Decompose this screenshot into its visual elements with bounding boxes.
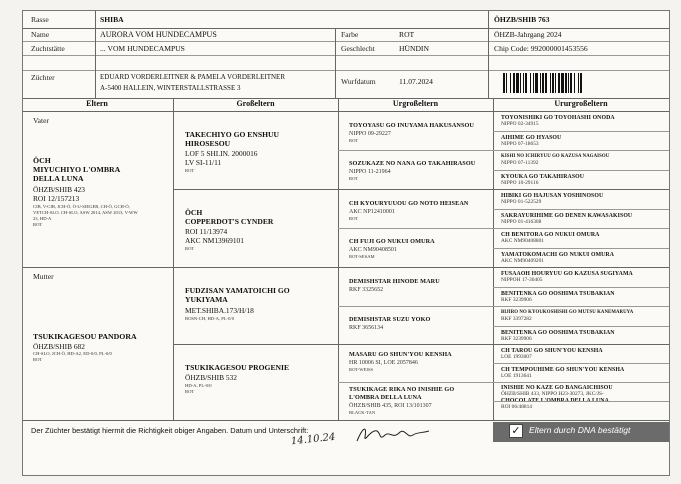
granddam-2-titles: HD-A, PL-0/0	[185, 383, 212, 388]
granddam-2-name: TSUKIKAGESOU PROGENIE	[185, 363, 290, 372]
mutter-titles: CH-SLO, JCH-Ö, HD-A2, ED-0/0, PL-0/0	[33, 351, 112, 356]
urgross-1-name: TOYOYASU GO INUYAMA HAKUSANSOU	[349, 122, 474, 129]
ururgross-11-reg: RKF 3397282	[501, 316, 532, 322]
urgross-5-name: DEMISHSTAR HINODE MARU	[349, 278, 440, 285]
grandsire-1-name-2: HIROSESOU	[185, 139, 231, 148]
divider	[493, 98, 494, 420]
vater-title: ÖCH	[33, 156, 51, 165]
ururgross-15-reg1: ÖHZB/SHIB 433, NIPPO H23-30273, JKC/JS-	[501, 391, 604, 397]
geschlecht-value: HÜNDIN	[399, 44, 429, 53]
ururgross-12-reg: RKF 3239906	[501, 335, 532, 342]
granddam-1-name: COPPERDOT'S CYNDER	[185, 217, 274, 226]
zuechter-label: Züchter	[31, 73, 55, 82]
name-label: Name	[31, 30, 50, 39]
ururgross-12-name: BENITENKA GO OOSHIMA TSUBAKIAN	[501, 329, 615, 336]
divider	[173, 344, 669, 345]
dna-confirmation: Eltern durch DNA bestätigt	[529, 425, 631, 435]
urgross-3-reg: AKC NP12410001	[349, 209, 395, 215]
ururgross-3-name: KISHI NO ICHIRYUU GO KAZUSA NAGAISOU	[501, 154, 610, 159]
divider	[173, 98, 174, 420]
handwritten-date: 14.10.24	[290, 431, 336, 448]
urgross-5-reg: RKF 3325652	[349, 287, 384, 293]
urgross-3-note: ROT	[349, 216, 359, 221]
col-urgrosseltern: Urgroßeltern	[392, 99, 439, 108]
divider	[23, 70, 669, 71]
wurfdatum-value: 11.07.2024	[399, 77, 433, 86]
jahrgang: ÖHZB-Jahrgang 2024	[494, 30, 562, 39]
granddam-2-reg: ÖHZB/SHIB 532	[185, 373, 237, 382]
ururgross-14-reg: LOE 1913641	[501, 373, 532, 379]
zuechter-line2: A-5400 HALLEIN, WINTERSTALLSTRASSE 3	[100, 84, 241, 92]
farbe-label: Farbe	[341, 30, 359, 39]
urgross-7-name: MASARU GO SHUN'YOU KENSHA	[349, 351, 452, 358]
zuchtstaette-label: Zuchtstätte	[31, 44, 65, 53]
ururgross-1-reg: NIPPO 02-34915	[501, 121, 539, 127]
divider	[493, 248, 669, 249]
granddam-1-reg-2: AKC NM13969101	[185, 236, 244, 245]
mutter-reg: ÖHZB/SHIB 682	[33, 342, 85, 351]
ururgross-2-reg: NIPPO 07-18653	[501, 140, 539, 147]
ururgross-13-reg: LOE 1993007	[501, 354, 532, 360]
urgross-1-note: ROT	[349, 138, 359, 143]
urgross-4-note: ROT-SESAM	[349, 254, 375, 259]
grandsire-2-titles: BOSN-CH, HD-A, PL-0/0	[185, 316, 235, 321]
farbe-value: ROT	[399, 30, 415, 39]
urgross-6-reg: RKF 3656134	[349, 325, 384, 331]
ururgross-5-name: HIBIKI GO HAJUSAN YOSHINOSOU	[501, 193, 604, 199]
urgross-4-name: CH FUJI GO NUKUI OMURA	[349, 238, 435, 245]
ururgross-7-name: CH BENITORA GO NUKUI OMURA	[501, 232, 600, 238]
ururgross-10-name: BENITENKA GO OOSHIMA TSUBAKIAN	[501, 290, 615, 297]
urgross-2-note: ROT	[349, 176, 359, 181]
rasse-label: Rasse	[31, 15, 49, 24]
ururgross-15-reg2: ROI 06/48814	[501, 404, 532, 410]
grandsire-1-reg-2: LV SI-11/11	[185, 158, 222, 167]
breeder-signature	[353, 423, 433, 445]
grandsire-1-color: ROT	[185, 168, 195, 173]
ururgross-10-reg: RKF 3239906	[501, 296, 532, 303]
urgross-8-note: BLACK-TAN	[349, 410, 376, 415]
ururgross-6-name: SAKRAYURIHIME GO DENEN KAWASAKISOU	[501, 212, 633, 219]
granddam-2-color: ROT	[185, 389, 195, 394]
breeder-confirmation: Der Züchter bestätigt hiermit die Richtigkeit obiger Angaben. Datum und Unterschrift:	[31, 426, 309, 435]
mutter-label: Mutter	[33, 272, 54, 281]
ururgross-11-name: BIJIRO NO KYOUKOSHISHI GO MUTSU KANEMARUYA	[501, 310, 634, 315]
vater-label: Vater	[33, 116, 50, 125]
urgross-6-name: DEMISHSTAR SUZU YOKO	[349, 316, 431, 323]
col-eltern: Eltern	[86, 99, 108, 108]
vater-reg-2: ROI 12/157213	[33, 194, 80, 203]
ururgross-4-name: KYOUKA GO TAKAHIRASOU	[501, 173, 585, 180]
divider	[23, 55, 669, 56]
ururgross-13-name: CH TAROU GO SHUN'YOU KENSHA	[501, 348, 603, 354]
granddam-1-reg-1: ROI 11/13974	[185, 227, 228, 236]
granddam-1-title: ÖCH	[185, 208, 203, 217]
ururgross-4-reg: NIPPO 10-29116	[501, 179, 539, 186]
urgross-3-name: CH KYOURYUUOU GO NOTO HEISEAN	[349, 200, 469, 207]
rasse-value: SHIBA	[100, 15, 124, 24]
divider	[493, 287, 669, 288]
barcode-bar	[582, 73, 583, 93]
ururgross-3-reg: NIPPO 07-11392	[501, 160, 539, 166]
urgross-2-reg: NIPPO 11-21964	[349, 169, 391, 175]
vater-titles-3: 23, HD-A	[33, 216, 52, 221]
urgross-7-note: ROT-WEISS	[349, 367, 374, 372]
divider	[493, 306, 669, 307]
ururgross-15-name1: INISHIE NO KAZE GO BANGAICHISOU	[501, 385, 613, 391]
ururgross-8-reg: AKC NM90409201	[501, 257, 544, 264]
dna-check-icon: ✓	[509, 424, 523, 438]
ururgross-6-reg: NIPPO 01-416308	[501, 218, 542, 225]
divider	[488, 11, 489, 98]
geschlecht-label: Geschlecht	[341, 44, 375, 53]
urgross-1-reg: NIPPO 09-29227	[349, 131, 391, 137]
divider	[338, 98, 339, 420]
divider	[493, 401, 669, 402]
col-ururgrosseltern: Ururgroßeltern	[554, 99, 608, 108]
grandsire-2-reg: MET.SHIBA.173/H/18	[185, 306, 254, 315]
ururgross-14-name: CH TEMPOUHIME GO SHUN'YOU KENSHA	[501, 367, 625, 373]
chip-barcode	[503, 73, 651, 93]
divider	[95, 11, 96, 98]
divider	[23, 267, 669, 268]
divider	[23, 420, 669, 421]
urgross-2-name: SOZUKAZE NO NANA GO TAKAHIRASOU	[349, 160, 476, 167]
ururgross-9-name: FUSAAOH HOURYUU GO KAZUSA SUGIYAMA	[501, 271, 633, 277]
zuchtstaette-value: ... VOM HUNDECAMPUS	[100, 44, 185, 53]
pedigree-certificate	[22, 10, 670, 476]
vater-titles-1: CIB, V-CIB, JCH-Ö, Ö-U-SIEGER, CH-Ö, GCH-Ö,	[33, 204, 130, 209]
divider	[493, 170, 669, 171]
vater-color: ROT	[33, 222, 43, 227]
ururgross-9-reg: NIPPOH 17-30405	[501, 277, 543, 283]
ururgross-1-name: TOYONISHIKI GO TOYOHASHI ONODA	[501, 115, 615, 121]
grandsire-1-name-1: TAKECHIYO GO ENSHUU	[185, 130, 279, 139]
vater-name-1: MIYUCHIYO L'OMBRA	[33, 165, 121, 174]
divider	[23, 111, 669, 112]
urgross-8-name-2: L'OMBRA DELLA LUNA	[349, 394, 422, 401]
zuechter-line1: EDUARD VORDERLEITNER & PAMELA VORDERLEITNER	[100, 73, 285, 81]
grandsire-2-name-2: YUKIYAMA	[185, 295, 228, 304]
divider	[23, 28, 669, 29]
divider	[23, 41, 669, 42]
ururgross-5-reg: NIPPO 01-522529	[501, 199, 542, 205]
grandsire-1-reg-1: LOF 5 SHI.IN. 2000016	[185, 149, 258, 158]
mutter-name: TSUKIKAGESOU PANDORA	[33, 332, 137, 341]
ururgross-8-name: YAMATOKOMACHI GO NUKUI OMURA	[501, 251, 614, 258]
urgross-8-name-1: TSUKIKAGE RIKA NO INISHIE GO	[349, 386, 455, 393]
grandsire-2-name-1: FUDZISAN YAMATOICHI GO	[185, 286, 290, 295]
col-grosseltern: Großeltern	[236, 99, 275, 108]
divider	[493, 363, 669, 364]
divider	[173, 189, 669, 190]
vater-name-2: DELLA LUNA	[33, 174, 84, 183]
registry-number: ÖHZB/SHIB 763	[494, 15, 550, 24]
divider	[493, 326, 669, 327]
dog-name: AURORA VOM HUNDECAMPUS	[100, 30, 217, 39]
divider	[493, 228, 669, 229]
urgross-4-reg: AKC NM90408501	[349, 247, 397, 253]
vater-titles-2: VETCH-SLO, CH-SLO, ASW 2014, ASW 2013, V-WW	[33, 210, 138, 215]
ururgross-2-name: AIHIME GO HYASOU	[501, 134, 562, 141]
divider	[493, 382, 669, 383]
urgross-8-reg: ÖHZB/SHIB 435, ROI 13/101307	[349, 403, 432, 409]
mutter-color: ROT	[33, 357, 43, 362]
chip-code: Chip Code: 992000001453556	[494, 44, 588, 53]
divider	[493, 150, 669, 151]
ururgross-7-reg: AKC NM90408801	[501, 238, 544, 244]
divider	[493, 131, 669, 132]
granddam-1-color: ROT	[185, 246, 195, 251]
wurfdatum-label: Wurfdatum	[341, 77, 376, 86]
vater-reg-1: ÖHZB/SHIB 423	[33, 185, 85, 194]
divider	[493, 209, 669, 210]
urgross-7-reg: HR 10006 SI, LOE 2057846	[349, 360, 418, 366]
divider	[335, 28, 336, 98]
